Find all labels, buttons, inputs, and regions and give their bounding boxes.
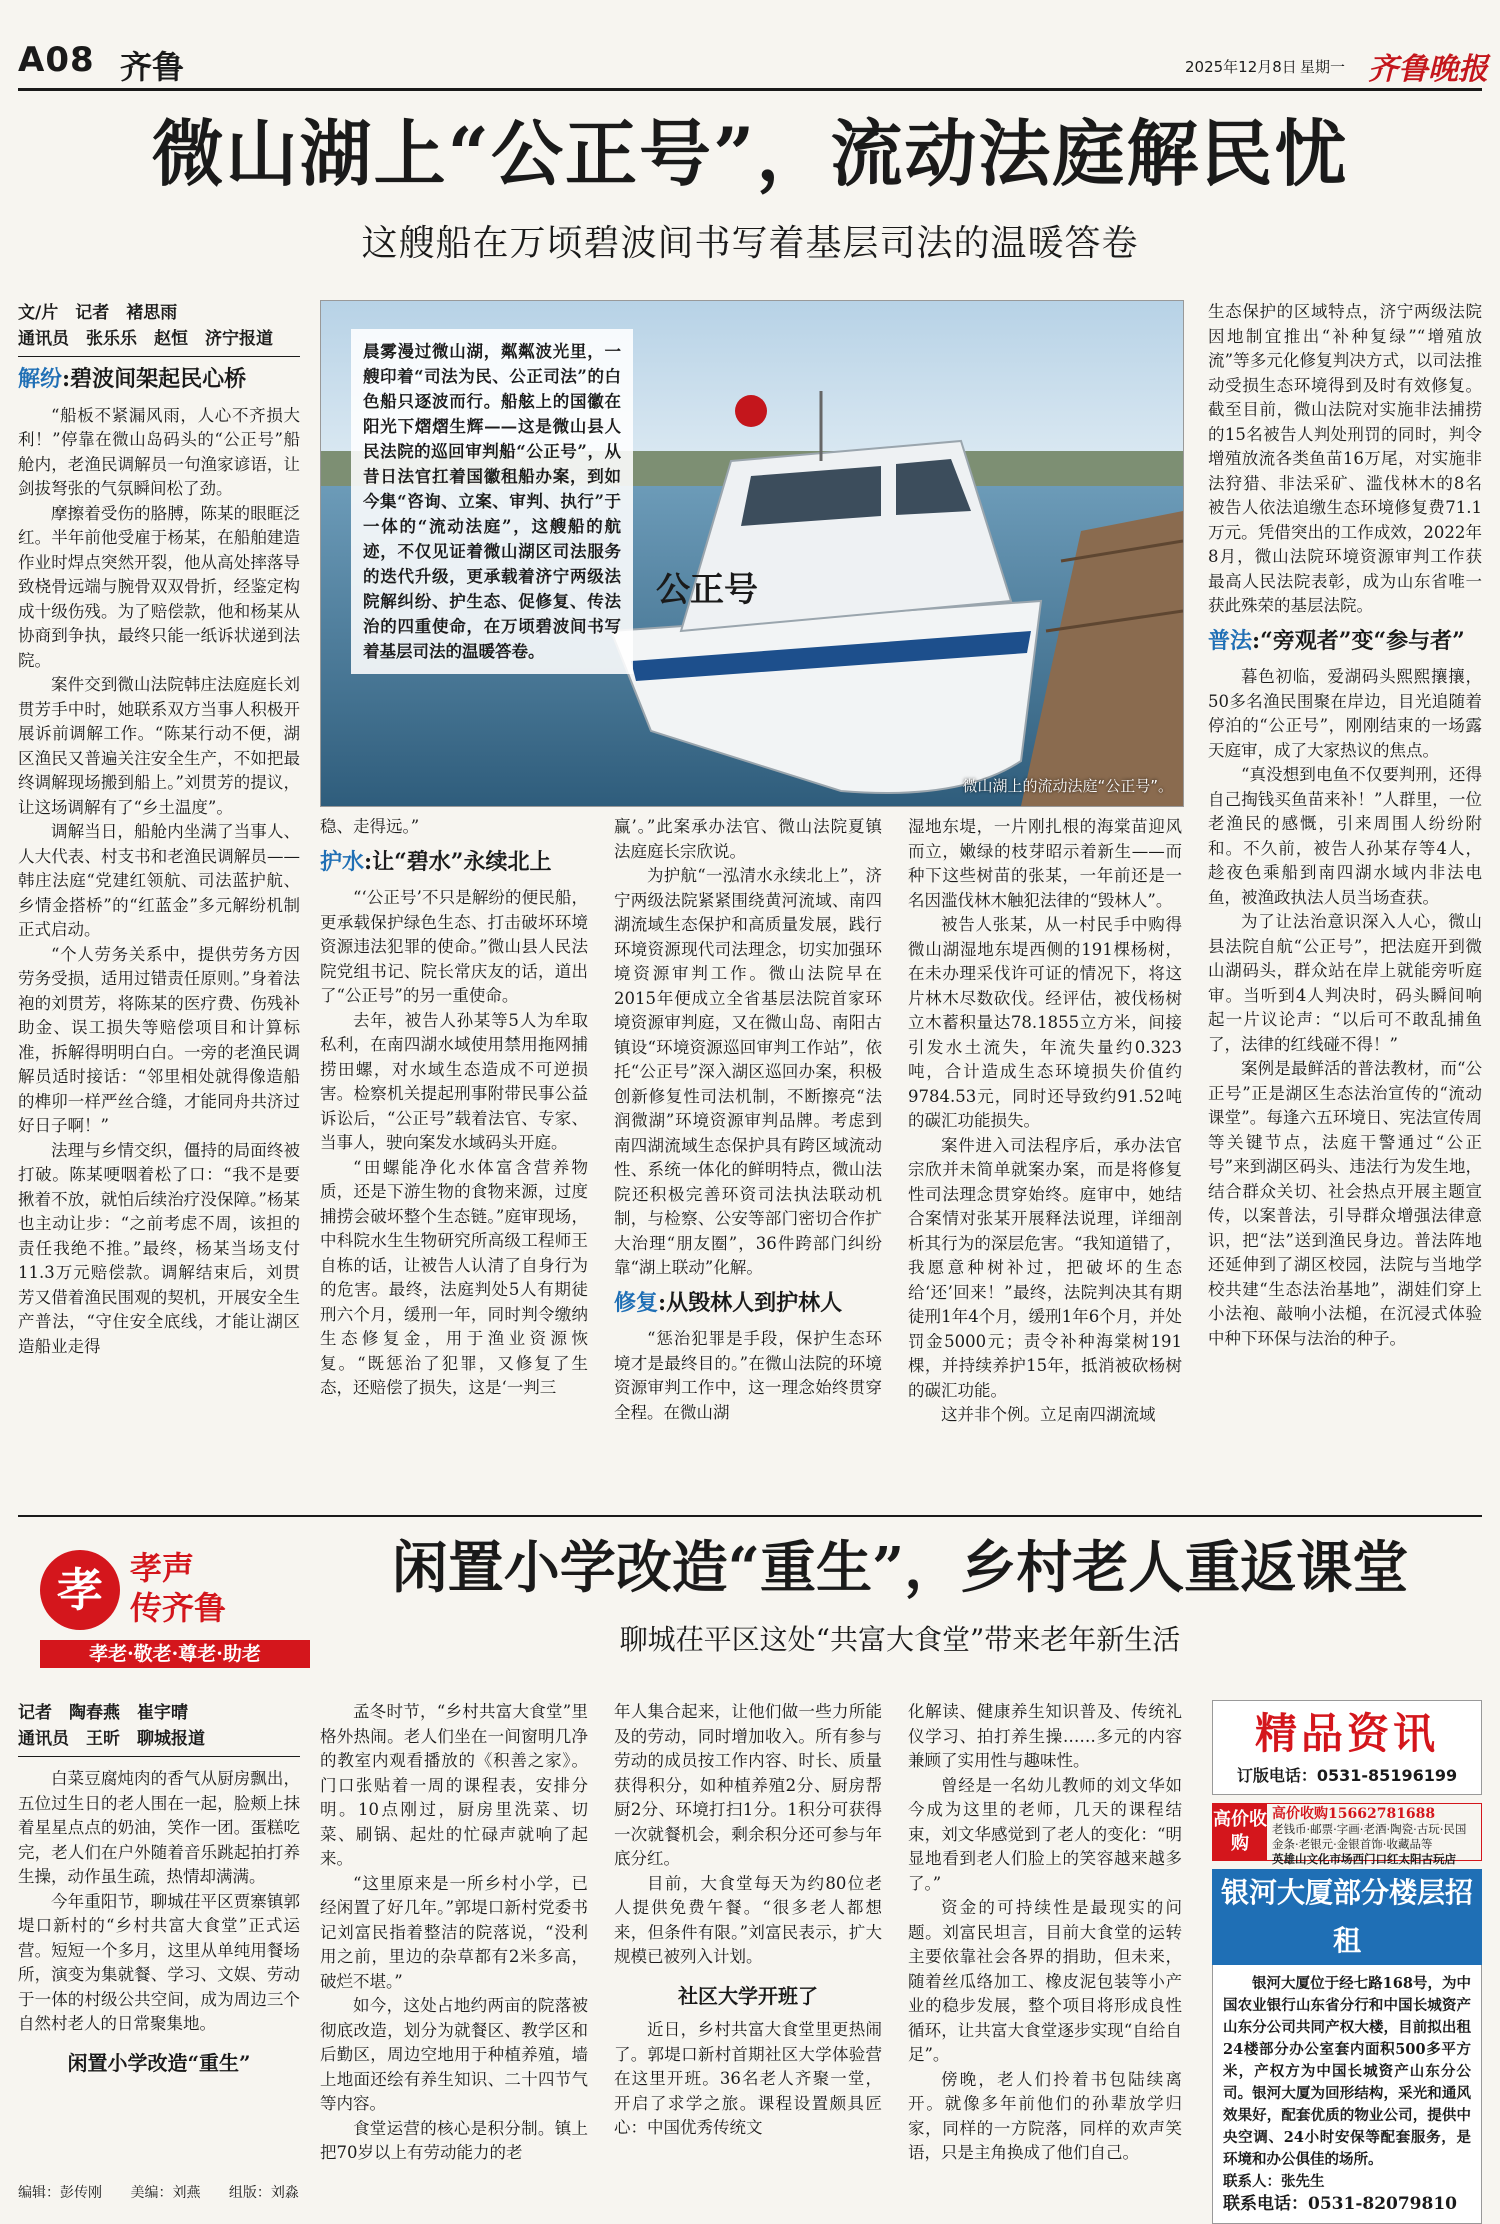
subheading-rest: :从毁林人到护林人 [658, 1289, 843, 1316]
paragraph: 为护航“一泓清水永续北上”，济宁两级法院紧紧围绕黄河流域、南四湖流域生态保护和高质量发展，践行环境资源现代司法理念，切实加强环境资源审判工作。微山法院早在2015年便成立全省基层法院首家环境资源审判庭，又在微山岛、南阳古镇设“环境资源巡回审判工作站”，依托“公正号”深入湖区巡回办案，积极创新修复性司法机制，不断擦亮“法润微湖”环境资源审判品牌。考虑到南四湖流域生态保护具有跨区域流动性、系统一体化的鲜明特点，微山法院还积极完善环资司法执法联动机制，与检察、公安等部门密切合作扩大治理“朋友圈”，36件跨部门纠纷靠“湖上联动”化解。 [614, 866, 882, 1277]
ads-order-phone: 订版电话：0531-85196199 [1236, 1766, 1458, 1785]
ads-header [1212, 1700, 1482, 1795]
paragraph: 调解当日，船舱内坐满了当事人、人大代表、村支书和老渔民调解员——韩庄法庭“党建红领航、司法蓝护航、乡情金搭桥”的“红蓝金”多元解纷机制正式启动。 [18, 822, 300, 939]
rent-ad-contact: 联系人：张先生 [1223, 2173, 1325, 2190]
paragraph: 这并非个例。立足南四湖流域 [941, 1405, 1156, 1424]
paragraph: “田螺能净化水体富含营养物质，还是下游生物的食物来源，过度捕捞会破坏整个生态链。”庭审现场，中科院水生生物研究所高级工程师王自栋的话，让被告人认清了自身行为的危害。最终，法庭判处5人有期徒刑六个月，缓刑一年，同时判令缴纳生态修复金，用于渔业资源恢复。“既惩治了犯罪，又修复了生态，还赔偿了损失，这是‘一判三 [320, 1157, 588, 1397]
badge-title-line-2: 传齐鲁 [130, 1589, 227, 1627]
paragraph: “船板不紧漏风雨，人心不齐损大利！”停靠在微山岛码头的“公正号”船舱内，老渔民调解员一句渔家谚语，让剑拔弩张的气氛瞬间松了劲。 [18, 405, 300, 498]
paragraph: 法理与乡情交织，僵持的局面终被打破。陈某哽咽着松了口：“我不是要揪着不放，就怕后续治疗没保障。”杨某也主动让步：“之前考虑不周，该担的责任我绝不推。”最终，杨某当场支付11.3万元赔偿款。调解结束后，刘贯芳又借着渔民围观的契机，开展安全生产普法，“守住安全底线，才能让湖区造船业走得 [18, 1140, 300, 1356]
buy-ad-phone: 高价收购15662781688 [1272, 1806, 1436, 1822]
paragraph: 稳、走得远。” [320, 817, 420, 836]
rent-ad-title: 银河大厦部分楼层招租 [1212, 1869, 1482, 1965]
footer-designer: 美编：刘燕 [130, 2185, 201, 2201]
story2-column-1 [18, 1700, 300, 2170]
paragraph: 傍晚，老人们拎着书包陆续离开。就像多年前他们的孙辈放学归家，同样的一方院落，同样的欢声笑语，只是主角换成了他们自己。 [908, 2069, 1182, 2162]
buy-ad-tag: 高价收购 [1213, 1804, 1267, 1860]
byline-reporter: 文/片 记者 褚思雨 [18, 303, 178, 323]
newspaper-masthead: 齐鲁晚报 [1368, 52, 1488, 87]
badge-title [130, 1548, 226, 1628]
paragraph: 白菜豆腐炖肉的香气从厨房飘出，五位过生日的老人围在一起，脸颊上抹着星星点点的奶油，笑作一团。蛋糕吃完，老人们在户外随着音乐跳起拍打养生操，动作虽生疏，热情却满满。 [18, 1769, 300, 1886]
paragraph: 目前，大食堂每天为约80位老人提供免费午餐。“很多老人都想来，但条件有限。”刘富民表示，扩大规模已被列入计划。 [614, 1873, 882, 1966]
paragraph: 孟冬时节，“乡村共富大食堂”里格外热闹。老人们坐在一间窗明几净的教室内观看播放的《积善之家》。门口张贴着一周的课程表，安排分明。10点刚过，厨房里洗菜、切菜、刷锅、起灶的忙碌声就响了起来。 [320, 1702, 588, 1868]
paragraph: “惩治犯罪是手段，保护生态环境才是最终目的。”在微山法院的环境资源审判工作中，这一理念始终贯穿全程。在微山湖 [614, 1329, 882, 1422]
paragraph: “‘公正号’不只是解纷的便民船，更承载保护绿色生态、打击破坏环境资源违法犯罪的使命。”微山县人民法院党组书记、院长常庆友的话，道出了“公正号”的另一重使命。 [320, 888, 588, 1005]
column-badge [40, 1540, 310, 1666]
section-name: 齐鲁 [120, 48, 185, 86]
paragraph: 暮色初临，爱湖码头熙熙攘攘，50多名渔民围聚在岸边，目光追随着停泊的“公正号”，刚刚结束的一场露天庭审，成了大家热议的焦点。 [1208, 667, 1482, 760]
byline-correspondent: 通讯员 张乐乐 赵恒 济宁报道 [18, 326, 300, 357]
paragraph: 案例是最鲜活的普法教材，而“公正号”正是湖区生态法治宣传的“流动课堂”。每逢六五环境日、宪法宣传周等关键节点，法庭干警通过“公正号”来到湖区码头、违法行为发生地，结合群众关切、社会热点开展主题宣传，以案普法，引导群众增强法律意识，把“法”送到渔民身边。普法阵地还延伸到了湖区校园，法院与当地学校共建“生态法治基地”，湖娃们穿上小法袍、敲响小法槌，在沉浸式体验中种下环保与法治的种子。 [1208, 1059, 1482, 1348]
paragraph: “这里原来是一所乡村小学，已经闲置了好几年。”郭堤口新村党委书记刘富民指着整洁的院落说，“没利用之前，里边的杂草都有2米多高，破烂不堪。” [320, 1873, 588, 1991]
subheading-xiufu [614, 1291, 882, 1316]
paragraph: 年人集合起来，让他们做一些力所能及的劳动，同时增加收入。所有参与劳动的成员按工作内容、时长、质量获得积分，如种植养殖2分、厨房帮厨2分、环境打扫1分。1积分可获得一次就餐机会，剩余积分还可参与年底分红。 [614, 1702, 882, 1868]
subheading-rest: :碧波间架起民心桥 [62, 366, 247, 392]
badge-logo-icon: 孝 [40, 1550, 120, 1630]
footer-editor: 编辑：彭传刚 [18, 2185, 102, 2201]
boat-photo [320, 300, 1184, 807]
story-divider [18, 1515, 1482, 1517]
subheading-key: 护水 [320, 848, 365, 875]
story1-column-2 [320, 815, 588, 1498]
story2-column-4 [908, 1700, 1182, 2170]
paragraph: 湿地东堤，一片刚扎根的海棠苗迎风而立，嫩绿的枝芽昭示着新生——而种下这些树苗的张某，一年前还是一名因滥伐林木触犯法律的“毁林人”。 [908, 817, 1182, 910]
story2-headline: 闲置小学改造“重生”，乡村老人重返课堂 [391, 1535, 1409, 1601]
ads-title: 精品资讯 [1254, 1709, 1439, 1758]
subheading-key: 修复 [614, 1289, 659, 1316]
paragraph: 近日，乡村共富大食堂里更热闹了。郭堤口新村首期社区大学体验营在这里开班。36名老人齐聚一堂，开启了求学之旅。课程设置颇具匠心：中国优秀传统文 [614, 2020, 882, 2137]
badge-title-line-1: 孝声 [130, 1549, 195, 1587]
buy-ad-body [1267, 1804, 1481, 1866]
paragraph: 今年重阳节，聊城茌平区贾寨镇郭堤口新村的“乡村共富大食堂”正式运营。短短一个多月，这里从单纯用餐场所，演变为集就餐、学习、文娱、劳动于一体的村级公共空间，成为周边三个自然村老人的日常聚集地。 [18, 1891, 300, 2033]
story1-column-1 [18, 300, 300, 1498]
photo-intro-text: 晨雾漫过微山湖，粼粼波光里，一艘印着“司法为民、公正司法”的白色船只逐波而行。船舷上的国徽在阳光下熠熠生辉——这是微山县人民法院的巡回审判船“公正号”，从昔日法官扛着国徽租船办案，到如今集“咨询、立案、审判、执行”于一体的“流动法庭”，这艘船的航迹，不仅见证着微山湖区司法服务的迭代升级，更承载着济宁两级法院解纠纷、护生态、促修复、传法治的四重使命，在万顷碧波间书写着基层司法的温暖答卷。 [351, 329, 633, 674]
story2-column-2 [320, 1700, 588, 2170]
issue-weekday: 星期一 [1300, 58, 1346, 76]
paragraph: 被告人张某，从一村民手中购得微山湖湿地东堤西侧的191棵杨树，在未办理采伐许可证的情况下，将这片林木尽数砍伐。经评估，被伐杨树立木蓄积量达78.1855立方米，间接引发水土流失，年流失量约0.323吨，合计造成生态环境损失价值约9784.53元，同时还导致约91.52吨的碳汇功能损失。 [908, 915, 1182, 1130]
paragraph: 案件进入司法程序后，承办法官宗欣并未简单就案办案，而是将修复性司法理念贯穿始终。庭审中，她结合案情对张某开展释法说理，详细剖析其行为的深层危害。“我知道错了，我愿意种树补过，把破坏的生态给‘还’回来！”最终，法院判决其有期徒刑1年4个月，缓刑1年6个月，并处罚金5000元；责令补种海棠树191棵，并持续养护15年，抵消被砍杨树的碳汇功能。 [908, 1135, 1182, 1400]
buy-ad [1212, 1803, 1482, 1866]
story2-column-3 [614, 1700, 882, 2170]
story1-column-4 [908, 815, 1182, 1498]
paragraph: 去年，被告人孙某等5人为牟取私利，在南四湖水域使用禁用拖网捕捞田螺，对水域生态造成不可逆损害。检察机关提起刑事附带民事公益诉讼后，“公正号”载着法官、专家、当事人，驶向案发水域码头开庭。 [320, 1010, 588, 1152]
subheading-pufa [1208, 629, 1482, 654]
story2-subheading-2: 社区大学开班了 [678, 1983, 818, 2008]
rent-ad-body [1212, 1965, 1482, 2224]
story2-byline [18, 1700, 300, 1757]
paragraph: 曾经是一名幼儿教师的刘文华如今成为这里的老师，几天的课程结束，刘文华感觉到了老人的变化：“明显地看到老人们脸上的笑容越来越多了。” [908, 1775, 1182, 1893]
subheading-rest: :让“碧水”永续北上 [364, 848, 552, 875]
rent-ad-text: 银河大厦位于经七路168号，为中国农业银行山东省分行和中国长城资产山东分公司共同产权大楼，目前拟出租24楼部分办公室套内面积500多平方米，产权方为中国长城资产山东分公司。银河大厦为回形结构，采光和通风效果好，配套优质的物业公司，提供中央空调、24小时安保等配套服务，是环境和办公俱佳的场所。 [1223, 1975, 1471, 2168]
issue-date: 2025年12月8日 [1185, 58, 1297, 76]
page-number: A08 [18, 40, 95, 80]
subheading-hushui [320, 850, 588, 875]
subheading-rest: :“旁观者”变“参与者” [1252, 627, 1465, 654]
paragraph: 案件交到微山法院韩庄法庭庭长刘贯芳手中时，她联系双方当事人积极开展诉前调解工作。“陈某行动不便，湖区渔民又普遍关注安全生产，不如把最终调解现场搬到船上。”刘贯芳的提议，让这场调解有了“乡土温度”。 [18, 675, 300, 817]
buy-ad-items: 老钱币·邮票·字画·老酒·陶瓷·古玩·民国金条·老银元·金银首饰·收藏品等 [1272, 1822, 1467, 1851]
story1-column-3 [614, 815, 882, 1498]
story2-subheading-1: 闲置小学改造“重生” [67, 2050, 251, 2075]
boat-name-text: 公正号 [656, 570, 758, 610]
page-footer [18, 2182, 323, 2202]
paragraph: 食堂运营的核心是积分制。镇上把70岁以上有劳动能力的老 [320, 2118, 588, 2162]
subheading-jiefen [18, 367, 300, 392]
paragraph: “真没想到电鱼不仅要判刑，还得自己掏钱买鱼苗来补！”人群里，一位老渔民的感慨，引来周围人纷纷附和。不久前，被告人孙某存等4人，趁夜色乘船到南四湖水域内非法电鱼，被渔政执法人员当场查获。 [1208, 765, 1482, 907]
paragraph: 化解读、健康养生知识普及、传统礼仪学习、拍打养生操……多元的内容兼顾了实用性与趣味性。 [908, 1702, 1182, 1770]
story1-byline [18, 300, 300, 357]
paragraph: 资金的可持续性是最现实的问题。刘富民坦言，目前大食堂的运转主要依靠社会各界的捐助，但未来，随着丝瓜络加工、橡皮泥包装等小产业的稳步发展，整个项目将形成良性循环，让共富大食堂逐步实现“自给自足”。 [908, 1898, 1182, 2064]
story2-subhead: 聊城茌平区这处“共富大食堂”带来老年新生活 [619, 1623, 1181, 1656]
paragraph: 生态保护的区域特点，济宁两级法院因地制宜推出“补种复绿”“增殖放流”等多元化修复判决方式，以司法推动受损生态环境得到及时有效修复。截至目前，微山法院对实施非法捕捞的15名被告人判处刑罚的同时，判令增殖放流各类鱼苗16万尾，对实施非法狩猎、非法采矿、滥伐林木的8名被告人依法追缴生态环境修复费71.1万元。凭借突出的工作成效，2022年8月，微山法院环境资源审判工作获最高人民法院表彰，成为山东省唯一获此殊荣的基层法院。 [1208, 302, 1482, 615]
rent-ad-phone: 联系电话：0531-82079810 [1223, 2194, 1457, 2214]
buy-ad-address: 英雄山文化市场西门口红太阳古玩店 [1272, 1852, 1456, 1866]
story1-column-5 [1208, 300, 1482, 1498]
subheading-key: 普法 [1208, 627, 1253, 654]
header-rule [18, 88, 1482, 91]
byline-correspondent: 通讯员 王昕 聊城报道 [18, 1726, 300, 1757]
paragraph: 赢’。”此案承办法官、微山法院夏镇法庭庭长宗欣说。 [614, 817, 882, 861]
footer-layout: 组版：刘淼 [228, 2185, 299, 2201]
story1-subhead: 这艘船在万顷碧波间书写着基层司法的温暖答卷 [361, 223, 1139, 264]
subheading-key: 解纷 [18, 366, 63, 392]
byline-reporter: 记者 陶春燕 崔宇晴 [18, 1703, 188, 1723]
badge-slogan: 孝老·敬老·尊老·助老 [40, 1640, 310, 1668]
paragraph: 如今，这处占地约两亩的院落被彻底改造，划分为就餐区、教学区和后勤区，周边空地用于种植养殖，墙上地面还绘有养生知识、二十四节气等内容。 [320, 1996, 588, 2113]
col1-body [18, 404, 300, 1360]
paragraph: 摩擦着受伤的胳膊，陈某的眼眶泛红。半年前他受雇于杨某，在船舶建造作业时焊点突然开裂，他从高处摔落导致桡骨远端与腕骨双双骨折，经鉴定构成十级伤残。为了赔偿款，他和杨某从协商到争执，最终只能一纸诉状递到法院。 [18, 503, 300, 670]
classified-ads [1212, 1700, 1482, 2214]
photo-caption: 微山湖上的流动法庭“公正号”。 [962, 777, 1173, 795]
paragraph: “个人劳务关系中，提供劳务方因劳务受损，适用过错责任原则。”身着法袍的刘贯芳，将陈某的医疗费、伤残补助金、误工损失等赔偿项目和计算标准，拆解得明明白白。一旁的老渔民调解员适时接话：“邻里相处就得像造船的榫卯一样严丝合缝，才能同舟共济过好日子啊！” [18, 944, 300, 1135]
paragraph: 为了让法治意识深入人心，微山县法院自航“公正号”，把法庭开到微山湖码头，群众站在岸上就能旁听庭审。当听到4人判决时，码头瞬间响起一片议论声：“以后可不敢乱捕鱼了，法律的红线碰不得！” [1208, 912, 1482, 1054]
story1-headline: 微山湖上“公正号”，流动法庭解民忧 [151, 111, 1349, 196]
